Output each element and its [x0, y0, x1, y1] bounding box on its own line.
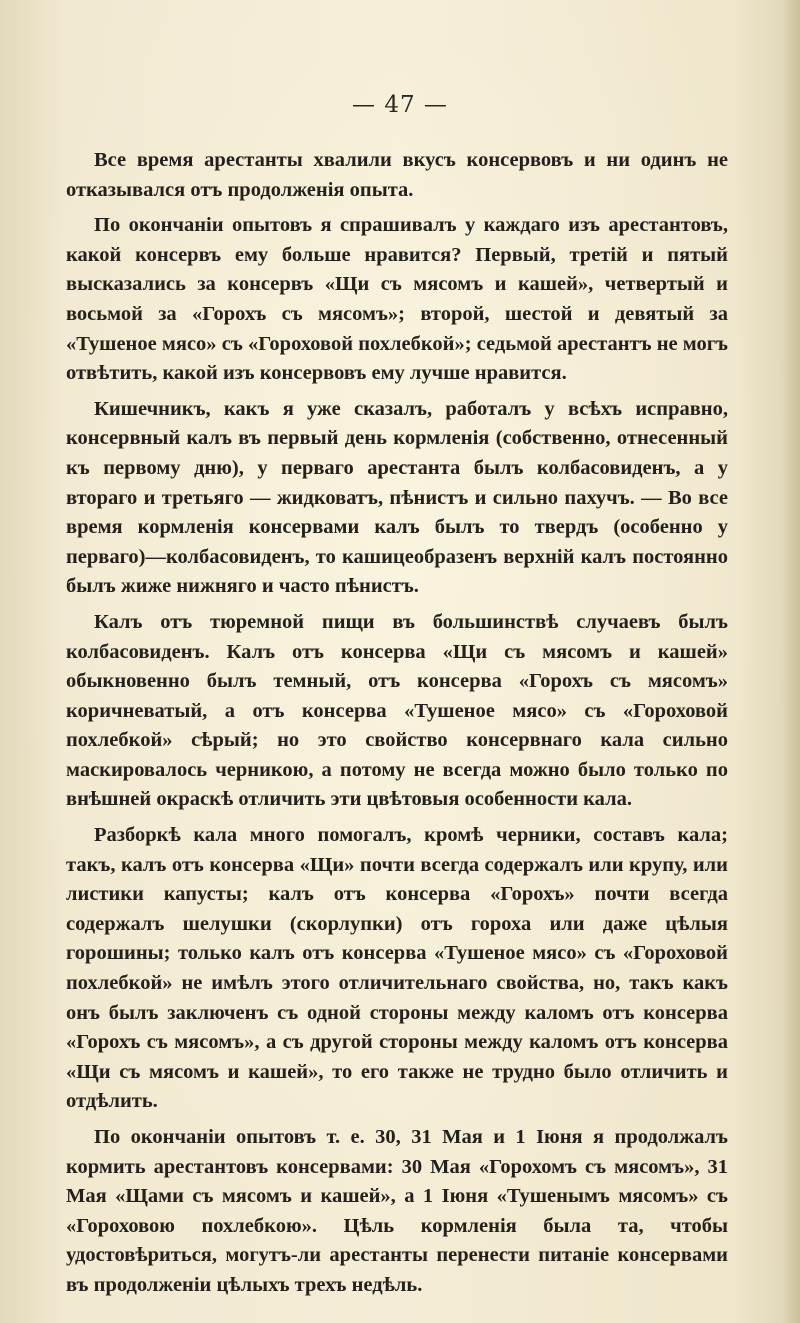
page-edge-shadow — [782, 0, 800, 1323]
paragraph-4: Калъ отъ тюремной пищи въ большинствѣ случаевъ былъ колбасовиденъ. Калъ отъ консерва «Щи съ мясомъ и кашей» обыкновенно былъ темный, отъ консерва «Горохъ съ мясомъ» коричневатый, а отъ консерва «Тушеное мясо» съ «Гороховой похлебкой» сѣрый; но это свойство консервнаго кала сильно маскировалось черникою, а потому не всегда можно было только по внѣшней окраскѣ отличить эти цвѣтовыя особенности кала. — [66, 610, 728, 811]
paragraph-1: Все время арестанты хвалили вкусъ консервовъ и ни одинъ не отказывался отъ продолженія опыта. — [66, 149, 728, 201]
page-number: — 47 — — [352, 92, 448, 118]
paragraph-5: Разборкѣ кала много помогалъ, кромѣ черники, составъ кала; такъ, калъ отъ консерва «Щи» почти всегда содержалъ или крупу, или листики капусты; калъ отъ консерва «Горохъ» почти всегда содержалъ шелушки (скорлупки) отъ гороха или даже цѣлыя горошины; только калъ отъ консерва «Тушеное мясо» съ «Гороховой похлебкой» не имѣлъ этого отличительнаго свойства, но, такъ какъ онъ былъ заключенъ съ одной стороны между каломъ отъ консерва «Горохъ съ мясомъ», а съ другой стороны между каломъ отъ консерва «Щи съ мясомъ и кашей», то его также не трудно было отличить и отдѣлить. — [66, 824, 728, 1113]
paragraph-3: Кишечникъ, какъ я уже сказалъ, работалъ у всѣхъ исправно, консервный калъ въ первый день кормленія (собственно, отнесенный къ первому дню), у перваго арестанта былъ колбасовиденъ, а у втораго и третьяго — жидковатъ, пѣнистъ и сильно пахучъ. — Во все время кормленія консервами калъ былъ то твердъ (особенно у перваго)—колбасовиденъ, то кашицеобразенъ верхній калъ постоянно былъ жиже нижняго и часто пѣнистъ. — [66, 397, 728, 598]
body-text — [66, 146, 728, 1307]
paragraph-2: По окончаніи опытовъ я спрашивалъ у каждаго изъ арестантовъ, какой консервъ ему больше нравится? Первый, третій и пятый высказались за консервъ «Щи съ мясомъ и кашей», четвертый и восьмой за «Горохъ съ мясомъ»; второй, шестой и девятый за «Тушеное мясо» съ «Гороховой похлебкой»; седьмой арестантъ не могъ отвѣтить, какой изъ консервовъ ему лучше нравится. — [66, 214, 728, 385]
paragraph-6: По окончаніи опытовъ т. е. 30, 31 Мая и 1 Іюня я продолжалъ кормить арестантовъ консервами: 30 Мая «Горохомъ съ мясомъ», 31 Мая «Щами съ мясомъ и кашей», а 1 Іюня «Тушенымъ мясомъ» съ «Гороховою похлебкою». Цѣль кормленія была та, чтобы удостовѣриться, могутъ-ли арестанты перенести питаніе консервами въ продолженіи цѣлыхъ трехъ недѣль. — [66, 1126, 728, 1296]
